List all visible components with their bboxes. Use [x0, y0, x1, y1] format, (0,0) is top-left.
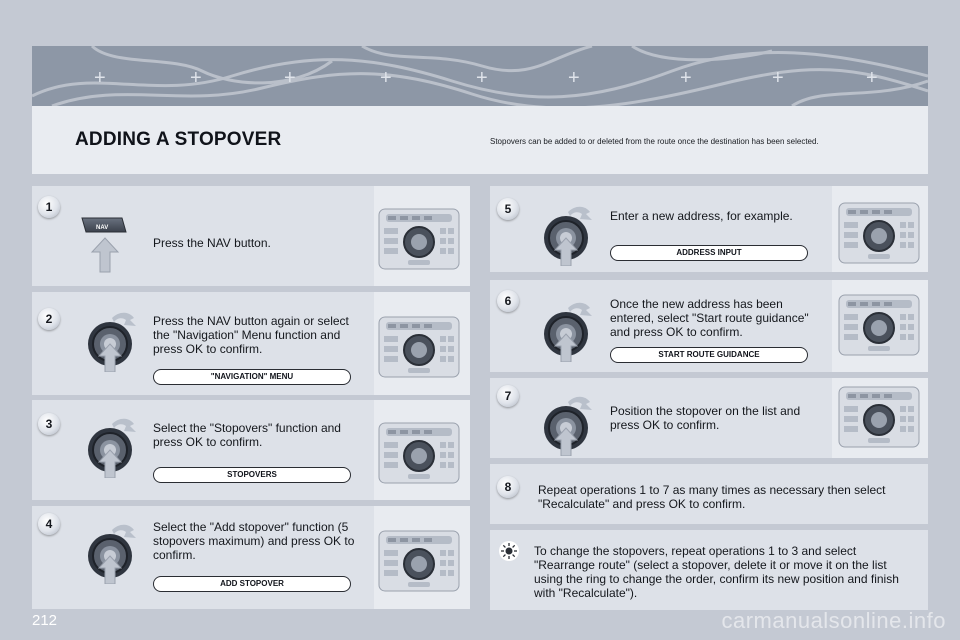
svg-text:+: +	[380, 67, 392, 89]
radio-unit-icon	[378, 422, 460, 484]
svg-text:+: +	[772, 67, 784, 89]
watermark: carmanualsonline.info	[721, 608, 946, 633]
rotary-knob-icon	[538, 298, 594, 362]
step-text-7: Position the stopover on the list and press OK to confirm.	[610, 404, 801, 432]
step-text-3: Select the "Stopovers" function and press OK to confirm.	[153, 421, 341, 449]
radio-unit-icon	[838, 386, 920, 448]
radio-unit-icon	[378, 316, 460, 378]
step-text-8: Repeat operations 1 to 7 as many times as necessary then select "Recalculate" and press OK to confirm.	[538, 483, 886, 511]
page-number: 212	[32, 612, 58, 629]
step-badge-4: 4	[38, 513, 60, 535]
svg-text:+: +	[476, 67, 488, 89]
step-badge-3: 3	[38, 413, 60, 435]
step-text-2: Press the NAV button again or select the "Navigation" Menu function and press OK to confirm.	[153, 314, 349, 356]
step-badge-1: 1	[38, 196, 60, 218]
rotary-knob-icon	[82, 414, 138, 478]
svg-text:+: +	[866, 67, 878, 89]
tip-text: To change the stopovers, repeat operations 1 to 3 and select "Rearrange route" (select a stopover, delete it or move it on the list using the ring to change the order, confirm its new position and finish with "Recalculate").	[534, 544, 899, 600]
rotary-knob-icon	[538, 392, 594, 456]
radio-unit-icon	[378, 208, 460, 270]
radio-unit-icon	[838, 202, 920, 264]
svg-text:+: +	[94, 67, 106, 89]
action-pill-2: "NAVIGATION" MENU	[153, 369, 351, 385]
nav-button-icon	[78, 214, 132, 274]
step-badge-7: 7	[497, 385, 519, 407]
header-banner	[32, 46, 928, 106]
svg-text:+: +	[190, 67, 202, 89]
rotary-knob-icon	[538, 202, 594, 266]
step-text-6: Once the new address has been entered, select "Start route guidance" and press OK to confirm.	[610, 297, 809, 339]
nav-button-label: NAV	[96, 225, 109, 231]
step-badge-8: 8	[497, 476, 519, 498]
radio-unit-icon	[378, 530, 460, 592]
action-pill-3: STOPOVERS	[153, 467, 351, 483]
tip-sun-icon	[498, 540, 520, 562]
svg-text:+: +	[680, 67, 692, 89]
step-badge-6: 6	[497, 290, 519, 312]
step-text-4: Select the "Add stopover" function (5 stopovers maximum) and press OK to confirm.	[153, 520, 355, 562]
radio-unit-icon	[838, 294, 920, 356]
svg-text:+: +	[284, 67, 296, 89]
action-pill-4: ADD STOPOVER	[153, 576, 351, 592]
page-title: ADDING A STOPOVER	[75, 129, 282, 150]
rotary-knob-icon	[82, 308, 138, 372]
intro-text: Stopovers can be added to or deleted from the route once the destination has been selected.	[490, 137, 819, 146]
svg-text:+: +	[568, 67, 580, 89]
action-pill-6: START ROUTE GUIDANCE	[610, 347, 808, 363]
action-pill-5: ADDRESS INPUT	[610, 245, 808, 261]
step-text-5: Enter a new address, for example.	[610, 209, 793, 223]
step-text-1: Press the NAV button.	[153, 236, 271, 250]
step-badge-2: 2	[38, 308, 60, 330]
rotary-knob-icon	[82, 520, 138, 584]
step-badge-5: 5	[497, 198, 519, 220]
topographic-pattern	[32, 46, 928, 106]
